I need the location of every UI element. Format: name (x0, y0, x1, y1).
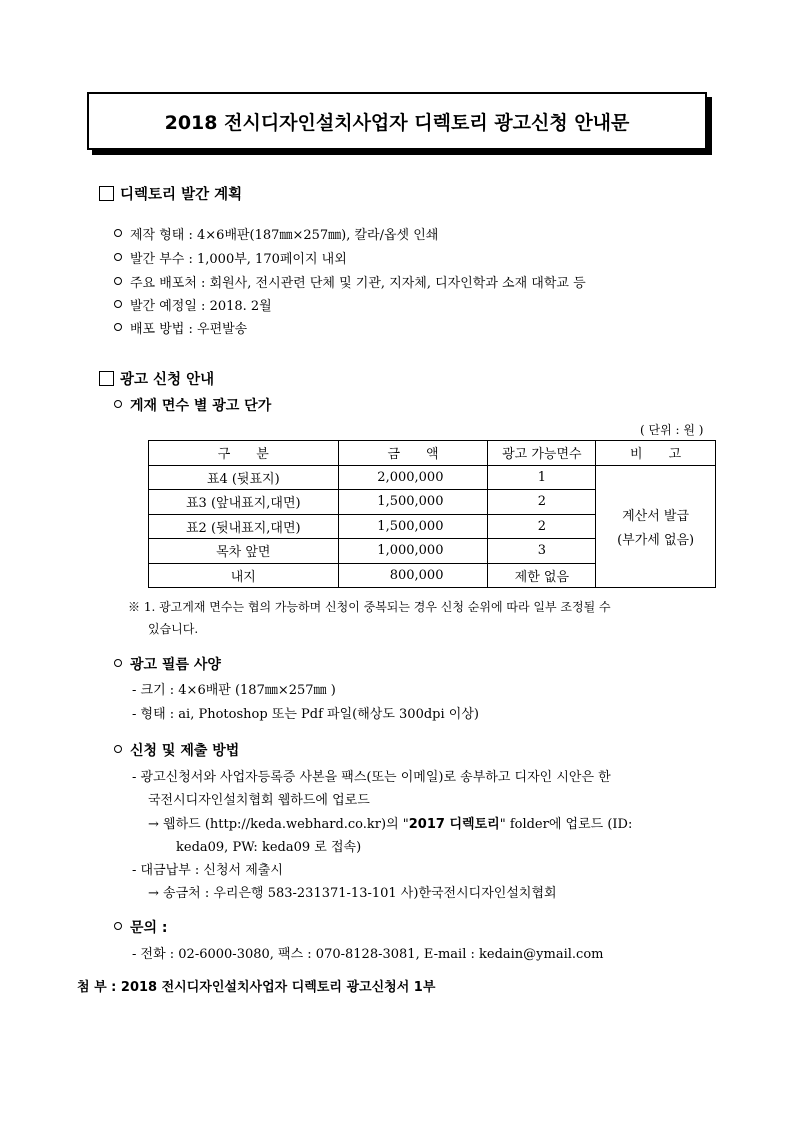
circle-bullet-icon (114, 659, 122, 667)
table-note: 있습니다. (148, 622, 199, 636)
film-heading (114, 654, 221, 674)
remark-line: 계산서 발급 (622, 508, 690, 524)
plan-item (114, 318, 247, 337)
ad-type-cell: 표2 (뒷내표지,대면) (149, 514, 339, 539)
remark-line: (부가세 없음) (617, 532, 695, 548)
submit-heading (114, 740, 239, 760)
amount-cell: 2,000,000 (338, 465, 488, 490)
circle-bullet-icon (114, 400, 122, 408)
contact-line: - 전화 : 02-6000-3080, 팩스 : 070-8128-3081, E-mail : kedain@ymail.com (132, 947, 604, 962)
unit-label: ( 단위 : 원 ) (640, 423, 704, 437)
plan-item-text: 발간 부수 : 1,000부, 170페이지 내외 (130, 252, 347, 267)
pages-cell: 제한 없음 (488, 563, 596, 588)
circle-bullet-icon (114, 745, 122, 753)
section2-heading-text: 광고 신청 안내 (120, 372, 215, 388)
circle-bullet-icon (114, 277, 122, 285)
webhard-text: → 웹하드 (http://keda.webhard.co.kr)의 " (148, 817, 409, 832)
amount-cell: 1,500,000 (338, 490, 488, 515)
plan-item-text: 제작 형태 : 4×6배판(187㎜×257㎜), 칼라/옵셋 인쇄 (130, 228, 439, 243)
ad-type-cell: 목차 앞면 (149, 539, 339, 564)
webhard-line (148, 813, 632, 832)
contact-heading (114, 917, 168, 937)
column-header: 광고 가능면수 (488, 441, 596, 466)
column-header: 구 분 (149, 441, 339, 466)
circle-bullet-icon (114, 300, 122, 308)
submit-line: → 송금처 : 우리은행 583-231371-13-101 사)한국전시디자인설치협회 (148, 886, 557, 901)
section1-heading (99, 183, 242, 204)
pages-cell: 3 (488, 539, 596, 564)
price-heading-text: 게재 면수 별 광고 단가 (130, 398, 272, 414)
table-header-row (149, 441, 716, 466)
checkbox-square-icon (99, 186, 114, 201)
webhard-text: " folder에 업로드 (ID: (499, 817, 633, 832)
plan-item (114, 248, 347, 267)
price-table (148, 440, 716, 588)
plan-item (114, 272, 586, 291)
contact-heading-text: 문의 : (130, 920, 168, 936)
submit-line: - 광고신청서와 사업자등록증 사본을 팩스(또는 이메일)로 송부하고 디자인 시안은 한 (132, 770, 611, 785)
plan-item-text: 배포 방법 : 우편발송 (130, 322, 248, 337)
plan-item (114, 295, 272, 314)
price-heading (114, 395, 271, 415)
circle-bullet-icon (114, 922, 122, 930)
document-title: 2018 전시디자인설치사업자 디렉토리 광고신청 안내문 (87, 92, 707, 150)
submit-heading-text: 신청 및 제출 방법 (130, 743, 240, 759)
circle-bullet-icon (114, 323, 122, 331)
submit-line: keda09, PW: keda09 로 접속) (176, 840, 362, 855)
pages-cell: 2 (488, 514, 596, 539)
plan-item (114, 224, 438, 243)
film-item: - 크기 : 4×6배판 (187㎜×257㎜ ) (132, 683, 336, 698)
ad-type-cell: 내지 (149, 563, 339, 588)
table-row (149, 465, 716, 490)
plan-item-text: 주요 배포처 : 회원사, 전시관련 단체 및 기관, 지자체, 디자인학과 소재 대학교 등 (130, 276, 586, 291)
submit-line: 국전시디자인설치협회 웹하드에 업로드 (148, 793, 370, 808)
submit-line: - 대금납부 : 신청서 제출시 (132, 863, 283, 878)
pages-cell: 2 (488, 490, 596, 515)
pages-cell: 1 (488, 465, 596, 490)
film-item: - 형태 : ai, Photoshop 또는 Pdf 파일(해상도 300dpi 이상) (132, 707, 479, 722)
ad-type-cell: 표3 (앞내표지,대면) (149, 490, 339, 515)
circle-bullet-icon (114, 229, 122, 237)
film-heading-text: 광고 필름 사양 (130, 657, 221, 673)
circle-bullet-icon (114, 253, 122, 261)
amount-cell: 800,000 (338, 563, 488, 588)
section1-heading-text: 디렉토리 발간 계획 (120, 187, 243, 203)
amount-cell: 1,000,000 (338, 539, 488, 564)
checkbox-square-icon (99, 371, 114, 386)
remark-cell (596, 465, 716, 588)
folder-name: 2017 디렉토리 (408, 817, 500, 832)
ad-type-cell: 표4 (뒷표지) (149, 465, 339, 490)
plan-item-text: 발간 예정일 : 2018. 2월 (130, 299, 272, 314)
column-header: 비 고 (596, 441, 716, 466)
amount-cell: 1,500,000 (338, 514, 488, 539)
column-header: 금 액 (338, 441, 488, 466)
attachment-line: 첨 부 : 2018 전시디자인설치사업자 디렉토리 광고신청서 1부 (77, 980, 436, 995)
table-note: ※ 1. 광고게재 면수는 협의 가능하며 신청이 중복되는 경우 신청 순위에 따라 일부 조정될 수 (128, 600, 611, 614)
section2-heading (99, 368, 214, 389)
